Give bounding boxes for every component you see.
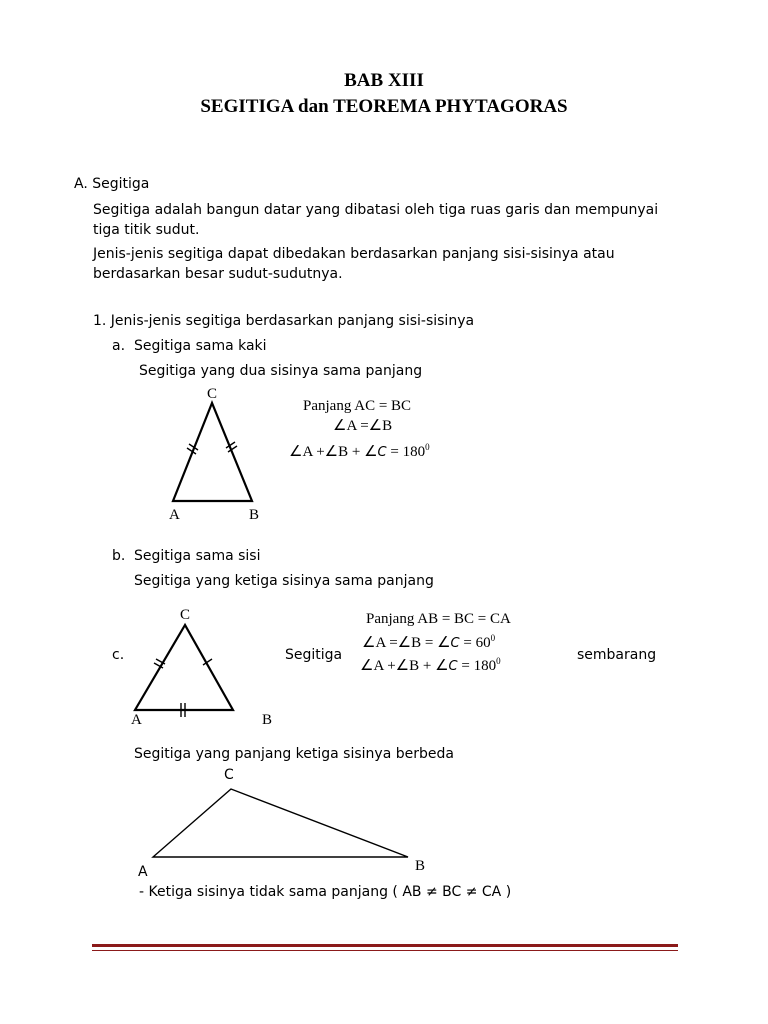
footer-rule	[92, 944, 678, 947]
item-c-label-left: Segitiga	[285, 647, 343, 663]
item-c-note: - Ketiga sisinya tidak sama panjang ( AB ≠ BC ≠ CA )	[139, 884, 512, 900]
item-a-equation-angles: ∠A =∠B	[333, 418, 393, 434]
item-b-vertex-c: C	[180, 607, 191, 623]
item-a-vertex-b: B	[249, 507, 260, 523]
chapter-number: BAB XIII	[344, 70, 424, 91]
item-a-sum-right: = 180	[386, 444, 426, 460]
item-c-description: Segitiga yang panjang ketiga sisinya berbeda	[134, 746, 454, 762]
item-a-marker: a.	[112, 338, 126, 354]
item-a-vertex-c: C	[207, 386, 218, 402]
definition-paragraph: Segitiga adalah bangun datar yang dibatasi oleh tiga ruas garis dan mempunyai tiga titik sudut.	[93, 202, 659, 238]
item-b-sum-right: = 180	[457, 658, 497, 674]
item-a-sum-left: ∠A +∠B + ∠	[289, 444, 378, 460]
item-a-description: Segitiga yang dua sisinya sama panjang	[139, 363, 423, 379]
item-b-vertex-a: A	[131, 712, 142, 728]
item-c-vertex-a: A	[138, 864, 148, 880]
item-b-angles-right: = 60	[459, 635, 491, 651]
chapter-title: SEGITIGA dan TEOREMA PHYTAGORAS	[200, 96, 568, 117]
angle-c-symbol: C	[377, 445, 387, 460]
item-c-vertex-b: B	[415, 858, 426, 874]
item-a-equation-sides: Panjang AC = BC	[303, 398, 412, 414]
section-heading: A. Segitiga	[74, 176, 150, 192]
item-c-vertex-c: C	[224, 767, 234, 783]
types-paragraph: Jenis-jenis segitiga dapat dibedakan berdasarkan panjang sisi-sisinya atau berdasarkan besar sudut-sudutnya.	[93, 246, 615, 282]
item-b-angles-left: ∠A =∠B = ∠	[362, 635, 451, 651]
item-b-sum-left: ∠A +∠B + ∠	[360, 658, 449, 674]
subsection-heading: 1. Jenis-jenis segitiga berdasarkan panjang sisi-sisinya	[93, 313, 475, 329]
degree-superscript: 0	[496, 656, 501, 666]
item-a-label: Segitiga sama kaki	[134, 338, 267, 354]
footer-rule-thin	[92, 950, 678, 951]
angle-c-symbol: C	[448, 659, 458, 674]
item-c-marker: c.	[112, 647, 125, 663]
item-c-label-right: sembarang	[577, 647, 657, 663]
item-b-equation-sides: Panjang AB = BC = CA	[366, 611, 511, 627]
item-b-description: Segitiga yang ketiga sisinya sama panjang	[134, 573, 434, 589]
angle-c-symbol: C	[450, 636, 460, 651]
degree-superscript: 0	[425, 442, 430, 452]
item-b-label: Segitiga sama sisi	[134, 548, 261, 564]
degree-superscript: 0	[490, 633, 496, 643]
item-b-vertex-b: B	[262, 712, 273, 728]
item-b-marker: b.	[112, 548, 126, 564]
item-a-vertex-a: A	[169, 507, 180, 523]
